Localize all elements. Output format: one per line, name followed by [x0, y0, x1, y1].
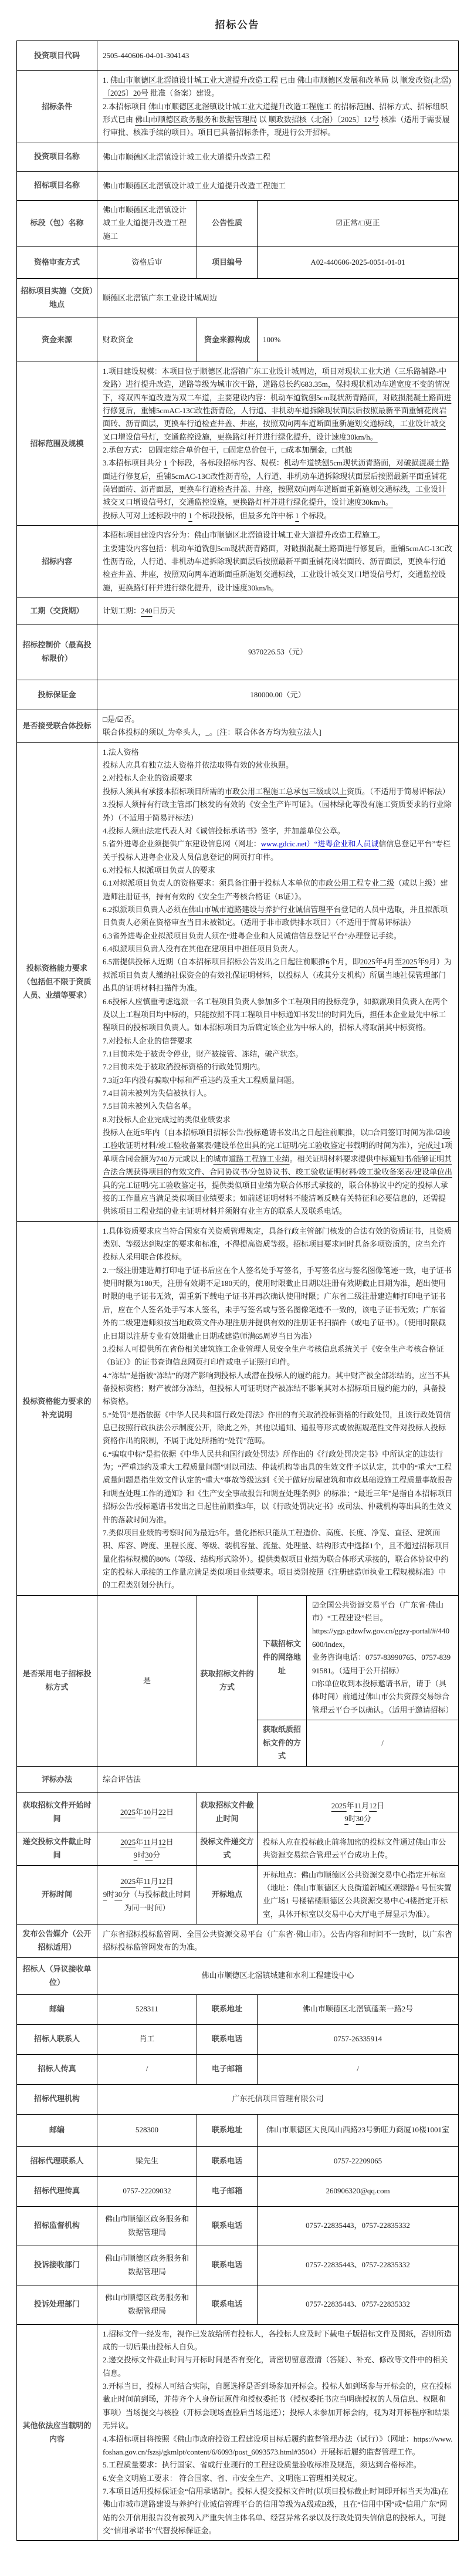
row-project-code: [17, 41, 459, 71]
agency-phone-value: 0757-22209065: [258, 2146, 459, 2176]
row-agency-postcode: [17, 2114, 459, 2146]
agency-contact-value: 梁先生: [97, 2146, 197, 2176]
tenderer-fax-value: /: [97, 2054, 197, 2084]
row-section-name: [17, 200, 459, 246]
row-content: [17, 526, 459, 598]
paper-doc-value: /: [307, 1720, 459, 1766]
notice-nature-value: ☑正常/□更正: [258, 200, 459, 246]
agency-value: 广东托信项目管理有限公司: [97, 2084, 459, 2114]
row-supervision: [17, 2206, 459, 2246]
project-number-value: A02-440606-2025-0051-01-01: [258, 246, 459, 278]
row-funding: [17, 318, 459, 362]
tenderer-email-label: 电子邮箱: [197, 2054, 258, 2084]
complaint-handling-phone-label: 联系电话: [197, 2285, 258, 2324]
project-number-label: 项目编号: [197, 246, 258, 278]
location-value: 顺德区北滘镇广东工业设计城周边: [97, 278, 459, 318]
row-consortium: [17, 710, 459, 742]
row-qualification-supplement: [17, 1221, 459, 1595]
bid-opening-place-value: 开标地点：佛山市顺德区公共资源交易中心指定开标室（地址：佛山市顺德区大良街道新城区观绿路4 号恒实置业广场1 号楼裙楼顺德区公共资源交易中心4楼指定开标室，具体开标室以交易中心大厅电子屏显示为准）。: [258, 1865, 459, 1924]
submission-method-label: 投标文件递交方式: [197, 1832, 258, 1866]
complaint-receiving-phone-label: 联系电话: [197, 2246, 258, 2285]
consortium-value: □是/☑否。 联合体投标的须以_为牵头人，_。[注：联合体各方均为独立法人]: [97, 710, 459, 742]
tenderer-address-label: 联系地址: [197, 1994, 258, 2024]
content-label: 招标内容: [17, 526, 97, 598]
agency-email-label: 电子邮箱: [197, 2176, 258, 2206]
funding-value: 财政资金: [97, 318, 197, 362]
tender-conditions-value: 1. 佛山市顺德区北滘镇设计城工业大道提升改造工程 已由 佛山市顺德区发展和改革局 以 顺发改资(北滘)〔2025〕20号 批准（备案）建设。 2.本招标项目 佛山市顺德区北滘镇设计城工业大道提升改造工程施工 的招标范围、招标方式、招标组织形式已由 佛山市顺德区政务服务和数据管理局 以 顺政数招核（北滘）〔2025〕12号 核准（适用于需要履行审批、核准手续的项目）。项目已具备招标条件，现进行公开招标。: [97, 71, 459, 143]
agency-postcode-label: 邮编: [17, 2114, 97, 2146]
control-price-label: 招标控制价（最高投标限价）: [17, 624, 97, 680]
tenderer-contact-label: 招标人联系人: [17, 2024, 97, 2054]
row-qualification-requirements: [17, 742, 459, 1221]
tenderer-value: 佛山市顺德区北滘镇城建和水利工程建设中心: [97, 1957, 459, 1994]
qualification-supplement-label: 投标资格能力要求的补充说明: [17, 1221, 97, 1595]
scope-label: 招标范围及规模: [17, 362, 97, 525]
tenderer-email-value: /: [258, 2054, 459, 2084]
row-tenderer-fax: [17, 2054, 459, 2084]
row-tenderer-contact: [17, 2024, 459, 2054]
agency-contact-label: 招标代理联系人: [17, 2146, 97, 2176]
row-complaint-receiving: [17, 2246, 459, 2285]
project-code-label: 投资项目代码: [17, 41, 97, 71]
supervision-phone-value: 0757-22835443，0757-22835332: [258, 2206, 459, 2246]
tender-project-name-value: 佛山市顺德区北滘镇设计城工业大道提升改造工程施工: [97, 171, 459, 200]
funding-composition-label: 资金来源构成: [197, 318, 258, 362]
download-url-label: 下载招标文件的网络地址: [258, 1595, 307, 1720]
page-title: 招标公告: [215, 19, 260, 31]
row-tenderer: [17, 1957, 459, 1994]
tender-table: [16, 40, 459, 2541]
row-other-content: [17, 2324, 459, 2541]
row-tenderer-postcode: [17, 1994, 459, 2024]
complaint-handling-value: 佛山市顺德区政务服务和数据管理局: [97, 2285, 197, 2324]
row-e-bidding: [17, 1595, 459, 1720]
row-control-price: [17, 624, 459, 680]
qualification-review-label: 资格审查方式: [17, 246, 97, 278]
bid-bond-value: 180000.00（元）: [97, 680, 459, 710]
tenderer-phone-value: 0757-26335914: [258, 2024, 459, 2054]
qualification-requirements-value: 1.法人资格 投标人应具有独立法人资格并依法取得有效的营业执照。 2.对投标人企业的资质要求 投标人须具有承接本招标项目所需的市政公用工程施工总承包三级或以上资质。（不适用于简易评标法） 3.投标人须持有行政主管部门核发的有效的《安全生产许可证》。（园林绿化等没有施工资质要求的行业除外）（不适用于简易评标法） 4.投标人须由法定代表人对《诚信投标承诺书》签字，并加盖单位公章。 5.省外进粤企业须提供广东建设信息网（网址：www.gdcic.net）“进粤企业和人员诚信信息登记平台”专栏关于投标人进粤企业及人员信息登记的网页打印件。 6.对投标人拟派项目负责人的要求 6.1对拟派项目负责人的资格要求：须具备注册于投标人本单位的市政公用工程专业二级（或以上级）建造师注册证书，持有有效的《安全生产考核合格证（B证）》。 6.2拟派项目负责人必须在佛山市城市道路建设与养护行业诚信管理平台登记的人员中选取，并且拟派项目负责人必须在资格审查当日未被锁定。（适用于非市政供排水项目）（不适用于简易评标法） 6.3省外进粤企业拟派项目负责人须在“进粤企业和人员诚信信息登记平台”办理登记手续。 6.4拟派项目负责人没有在其他在建项目中担任项目负责人。 6.5需提供投标人近期（自本招标项目招标公告发出之日起往前顺推6个月，即2025年4月至2025年9月）为拟派项目负责人缴纳社保资金的有效社保证明材料，以投标人（或其分支机构）所属当地社保管理部门出具的证明材料扫描件为准。 6.6投标人应慎重考虑选派一名工程项目负责人参加多个工程项目的投标竞争，如拟派项目负责人在两个及以上工程项目均中标的，只能按照不同工程项目中标通知书发出的时间先后，担任本企业最先中标工程项目的投标项目负责人。如本招标项目为后确定该企业为中标人的，招标人将取消其中标资格。 7.对投标人企业的信誉要求 7.1目前未处于被责令停业，财产被接管、冻结，破产状态。 7.2目前未处于被取消投标资格的行政处罚期内。 7.3近3年内没有骗取中标和严重违约及重大工程质量问题。 7.4目前未被列为失信被执行人。 7.5目前未被列入失信名单。 8.对投标人企业完成过的类似业绩要求 投标人在近5年内（自本招标项目招标公告/投标邀请书发出之日起往前顺推，以□合同签订时间为准/☑竣工验收证明材料/竣工验收备案表/建设单位出具的完工证明/完工验收鉴定书载明的时间为准），完成过1项单项合同金额为740万元或以上的城市道路工程施工业绩。相关证明材料要求提供中标通知书/能够证明其合法合规获得项目的有效文件、合同协议书/分包协议书、竣工验收证明材料/竣工验收备案表/建设单位出具的完工证明/完工验收鉴定书，提供类似项目业绩为联合体形式承接的，联合体协议中约定的投标人承接的工作量应当满足类似项目业绩要求；如前述证明材料不能清晰反映有关特征和必要信息的，还需提供该项目工程业绩的业主证明材料并须附有业主方的联系人及联系电话。: [97, 742, 459, 1221]
other-content-value: 1.招标文件一经发布，视作已发放给所有投标人，各投标人应及时下载电子版招标文件及图纸，否则所造成的一切后果由投标人自负。 2.递交投标文件截止时间与开标时间是否有变化，请密切留意澄清（答疑）、补充、修改等文件中的相关信息。 3.开标当日，投标人可结合实际，自愿选择是否到场参加开标会。投标人如到场参与开标会的，应在投标截止时间前到场，并带齐个人身份证原件和授权委托书（授权委托书应当明确授权的人员信息、权限和事项）当场提交与核验（开标会现场查验后当场退还）；投标人未参加开标会的，视为对开标程序和结果无异议。 4.本招标项目将按照《佛山市政府投资工程建设项目标后履约监督管理办法（试行）》（网址：https://www.foshan.gov.cn/fszsj/gkmlpt/content/6/6093/post_6093573.html#3504）开展标后履约监督管理工作。 5.工程质量要求：执行国家、省或行业现行的工程建设质量验收标准及规范，须达到合格标准。 6.安全文明施工要求： 符合国家、省、市安全生产、文明施工管理相关规定。 7.本项目适用投标保证金“信用承诺制”。投标人提交投标文件时(以项目投标截止时间即开标当天为准)在佛山市城市道路建设与养护行业诚信管理平台的信用等级为A级或B级，且在“信用中国”或“信用广东”网站的公开信用报告没有被列入严重失信主体名单、经营异常名录以及行政处罚失信信息的投标人，可提交“信用承诺书”代替投标保证金。: [97, 2324, 459, 2541]
row-scope: [17, 362, 459, 525]
row-location: [17, 278, 459, 318]
doc-obtain-start-value: 2025年10月22日: [97, 1793, 197, 1832]
complaint-handling-label: 投诉处理部门: [17, 2285, 97, 2324]
complaint-receiving-value: 佛山市顺德区政务服务和数据管理局: [97, 2246, 197, 2285]
tenderer-postcode-label: 邮编: [17, 1994, 97, 2024]
project-code-value: 2505-440606-04-01-304143: [97, 41, 459, 71]
duration-label: 工期（交货期）: [17, 597, 97, 624]
agency-phone-label: 联系电话: [197, 2146, 258, 2176]
tenderer-postcode-value: 528311: [97, 1994, 197, 2024]
invest-project-name-label: 投资项目名称: [17, 143, 97, 171]
evaluation-method-value: 综合评估法: [97, 1767, 459, 1793]
qualification-supplement-value: 1.具体资质要求应当符合国家有关资质管理规定，具备行政主管部门核发的合法有效的资质证书，且资质类别、等级达到规定的要求和标准，不得提高资质等级。招标项目要求同时具备多项资质的，应当允许投标人采用联合体投标。 2.一级注册建造师打印电子证书后应在个人签名处手写签名，手写签名应与签名图像笔迹一致，电子证书使用时限为180天，注册有效期不足180天的，使用时限截止日期以注册有效期截止日期为准，超出使用时限的电子证书无效，需重新下载电子证书并再次确认使用时限；广东省二级注册建造师打印电子证书后，应在个人签名处手写本人签名，未手写签名或与签名图像笔迹不一致的，该电子证书无效；广东省外的二级建造师须按当地政策文件办理注册并提供有效的注册证书扫描件（或电子证书）。（使用时限截止日期以注册专业有效期截止日期或建造师满65周岁当日为准） 3.投标人可提供所在省份相关建筑施工企业管理人员安全生产考核信息系统关于《安全生产考核合格证（B证）》的证书查询信息网页打印件或电子证照打印件。 4.“冻结”是指被“冻结”的财产影响到投标人或潜在投标人的履约能力。其中财产被全部冻结的，应当不具备投标资格；财产被部分冻结，但投标人可证明财产被冻结不影响其对本招标项目履约能力的，具备投标资格。 5.“处罚”是指依据《中华人民共和国行政处罚法》作出的有关取消投标资格的行政处罚，且该行政处罚信息已按照行政执法公示制度公开，除此之外，其他以通知、通报等形式或依据规范性文件对投标人投标资格作出的限制，不属于此处所指的“处罚”范畴。 6.“骗取中标”是指依据《中华人民共和国行政处罚法》所作出的《行政处罚决定书》中所认定的违法行为；“严重违约及重大工程质量问题”则以司法、仲裁机构等出具的生效文件予以认定，其中的“重大”工程质量问题是指生效文件认定的“重大”事故等级达到《关于做好房屋建筑和市政基础设施工程质量事故报告和调查处理工作的通知》和《生产安全事故报告和调查处理条例》的标准；“最近三年”是指自本招标项目招标公告/投标邀请书发出之日起往前顺推3年，以《行政处罚决定书》或司法、仲裁机构等出具的生效文件的落款时间为准。 7.类似项目业绩的考察时间为最近5年。量化指标只能从工程造价、高度、长度、净宽、直径、建筑面积、库容、跨度、里程长度、等级、装机容量、流量、处理量、结构形式中选择1个，且不超过招标项目量化指标规模的80%（等级、结构形式除外）。提供类似项目业绩为联合体形式承接的，联合体协议中约定的投标人承接的工作量应满足类似项目业绩要求。项目类别按照《注册建造师执业工程规模标准》中的工程类别划分执行。: [97, 1221, 459, 1595]
bid-opening-time-label: 开标时间: [17, 1865, 97, 1924]
scope-value: 1.项目建设规模：本项目位于顺德区北滘镇广东工业设计城周边，项目对现状工业大道（三乐路辅路-中发路）进行提升改造，道路等级为城市次干路，道路总长约683.35m，保持现状机动车道宽度不变的情况下，将双四车道改造为双二车道，主要建设内容：机动车道铣刨5cm现状沥青路面，对破损混凝土路面进行修复后，重铺5cmAC-13C改性沥青砼，人行道、非机动车道拆除现状面层后按照最新平面重铺花岗岩面砖、沥青面层，更换车行道检查井盖、井座，按照双向两车道断面重新施划交通标线，工业设计城交叉口增设信号灯，交通监控设施，更换路灯杆并进行绿化提升，设计速度30km/h。 2.承包方式： ☑固定综合单价包干，□固定总价包干，□成本加酬金，□其他 3.本招标项目共分 1 个标段，各标段招标内容、规模：机动车道铣刨5cm现状沥青路面，对破损混凝土路面进行修复后，重铺5cmAC-13C改性沥青砼，人行道、非机动车道拆除现状面层后按照最新平面重铺花岗岩面砖、沥青面层，更换车行道检查井盖、井座，按照双向两车道断面重新施划交通标线，工业设计城交叉口增设信号灯，交通监控设施，更换路灯杆并进行绿化提升，设计速度30km/h。 投标人可对上述标段中的 1 个标段投标，但最多允许中标 1 个标段。: [97, 362, 459, 525]
qualification-requirements-label: 投标资格能力要求（包括但不限于资质人员、业绩等要求）: [17, 742, 97, 1221]
submission-method-value: 投标人应在投标截止前将加密的投标文件通过佛山市公共资源交易综合管理云平台成功上传。: [258, 1832, 459, 1866]
bid-bond-label: 投标保证金: [17, 680, 97, 710]
row-agency: [17, 2084, 459, 2114]
control-price-value: 9370226.53（元）: [97, 624, 459, 680]
agency-fax-value: 0757-22209032: [97, 2176, 197, 2206]
notice-nature-label: 公告性质: [197, 200, 258, 246]
row-tender-project-name: [17, 171, 459, 200]
row-qualification-review: [17, 246, 459, 278]
consortium-label: 是否接受联合体投标: [17, 710, 97, 742]
agency-label: 招标代理机构: [17, 2084, 97, 2114]
agency-address-value: 佛山市顺德区大良凤山西路23号新旺力商厦10楼1001室: [258, 2114, 459, 2146]
bid-opening-time-value: 2025年11月12日 9时30分（与投标截止时间为同一时间）: [97, 1865, 197, 1924]
row-doc-obtain-time: [17, 1793, 459, 1832]
doc-obtain-end-label: 获取招标文件截止时间: [197, 1793, 258, 1832]
agency-address-label: 联系地址: [197, 2114, 258, 2146]
row-evaluation-method: [17, 1767, 459, 1793]
submission-deadline-value: 2025年11月12日 9时30分: [97, 1832, 197, 1866]
tenderer-address-value: 佛山市顺德区北滘镇蓬莱一路2号: [258, 1994, 459, 2024]
funding-label: 资金来源: [17, 318, 97, 362]
evaluation-method-label: 评标办法: [17, 1767, 97, 1793]
complaint-receiving-label: 投诉接收部门: [17, 2246, 97, 2285]
doc-obtain-start-label: 获取招标文件开始时间: [17, 1793, 97, 1832]
e-bidding-label: 是否采用电子招标投标方式: [17, 1595, 97, 1766]
row-bid-bond: [17, 680, 459, 710]
submission-deadline-label: 递交投标文件截止时间: [17, 1832, 97, 1866]
qualification-review-value: 资格后审: [97, 246, 197, 278]
invest-project-name-value: 佛山市顺德区北滘镇设计城工业大道提升改造工程: [97, 143, 459, 171]
bid-opening-place-label: 开标地点: [197, 1865, 258, 1924]
paper-doc-label: 获取纸质招标文件的方式: [258, 1720, 307, 1766]
row-bid-opening: [17, 1865, 459, 1924]
tenderer-phone-label: 联系电话: [197, 2024, 258, 2054]
doc-obtain-method-label: 获取招标文件的方式: [197, 1595, 258, 1766]
funding-composition-value: 100%: [258, 318, 459, 362]
row-invest-project-name: [17, 143, 459, 171]
tender-project-name-label: 招标项目名称: [17, 171, 97, 200]
row-duration: [17, 597, 459, 624]
section-name-value: 佛山市顺德区北滘镇设计城工业大道提升改造工程施工: [97, 200, 197, 246]
complaint-handling-phone-value: 0757-22835443、0757-22835332: [258, 2285, 459, 2324]
other-content-label: 其他依法应当载明的内容: [17, 2324, 97, 2541]
row-complaint-handling: [17, 2285, 459, 2324]
section-name-label: 标段（包）名称: [17, 200, 97, 246]
row-announcement-media: [17, 1925, 459, 1958]
e-bidding-value: 是: [97, 1595, 197, 1766]
complaint-receiving-phone-value: 0757-22835443、0757-22835332: [258, 2246, 459, 2285]
doc-obtain-end-value: 2025年11月12日 9时30分: [258, 1793, 459, 1832]
row-tender-conditions: [17, 71, 459, 143]
agency-fax-label: 招标代理传真: [17, 2176, 97, 2206]
tenderer-fax-label: 招标人传真: [17, 2054, 97, 2084]
row-submission: [17, 1832, 459, 1866]
agency-email-value: 260906320@qq.com: [258, 2176, 459, 2206]
duration-value: 计划工期：240日历天: [97, 597, 459, 624]
supervision-value: 佛山市顺德区政务服务和数据管理局: [97, 2206, 197, 2246]
supervision-label: 招标监督机构: [17, 2206, 97, 2246]
location-label: 招标项目实施（交货）地点: [17, 278, 97, 318]
content-value: 本招标项目建设内容分为：佛山市顺德区北滘镇设计城工业大道提升改造工程施工。 主要建设内容包括：机动车道铣刨5cm现状沥青路面，对破损混凝土路面进行修复后，重铺5cmAC-13C改性沥青砼，人行道、非机动车道拆除现状面层后按照最新平面重铺花岗岩面砖、沥青面层，更换车行道检查井盖、井座，按照双向两车道断面重新施划交通标线，工业设计城交叉口增设信号灯，交通监控设施，更换路灯杆并进行绿化提升，设计速度30km/h。: [97, 526, 459, 598]
download-url-value: ☑全国公共资源交易平台（广东省·佛山市）“工程建设”栏目。 https://ygp.gdzwfw.gov.cn/ggzy-portal/#/440600/index， 业务咨询电话：0757-83990765、0757-83991581。（适用于公开招标） □你单位收到本投标邀请书后，请于（具体时间）前通过佛山市公共资源交易综合管理云平台予以确认。（适用于邀请招标）: [307, 1595, 459, 1720]
announcement-media-value: 广东省招标投标监管网、全国公共资源交易平台（广东省·佛山市）。公告内容和时间不一致时，以广东省招标投标监管网发布的为准。: [97, 1925, 459, 1958]
supervision-phone-label: 联系电话: [197, 2206, 258, 2246]
agency-postcode-value: 528300: [97, 2114, 197, 2146]
row-agency-fax: [17, 2176, 459, 2206]
announcement-media-label: 发布公告媒介（公开招标适用）: [17, 1925, 97, 1958]
tenderer-label: 招标人（异议接收单位）: [17, 1957, 97, 1994]
tender-conditions-label: 招标条件: [17, 71, 97, 143]
row-agency-contact: [17, 2146, 459, 2176]
tenderer-contact-value: 肖工: [97, 2024, 197, 2054]
